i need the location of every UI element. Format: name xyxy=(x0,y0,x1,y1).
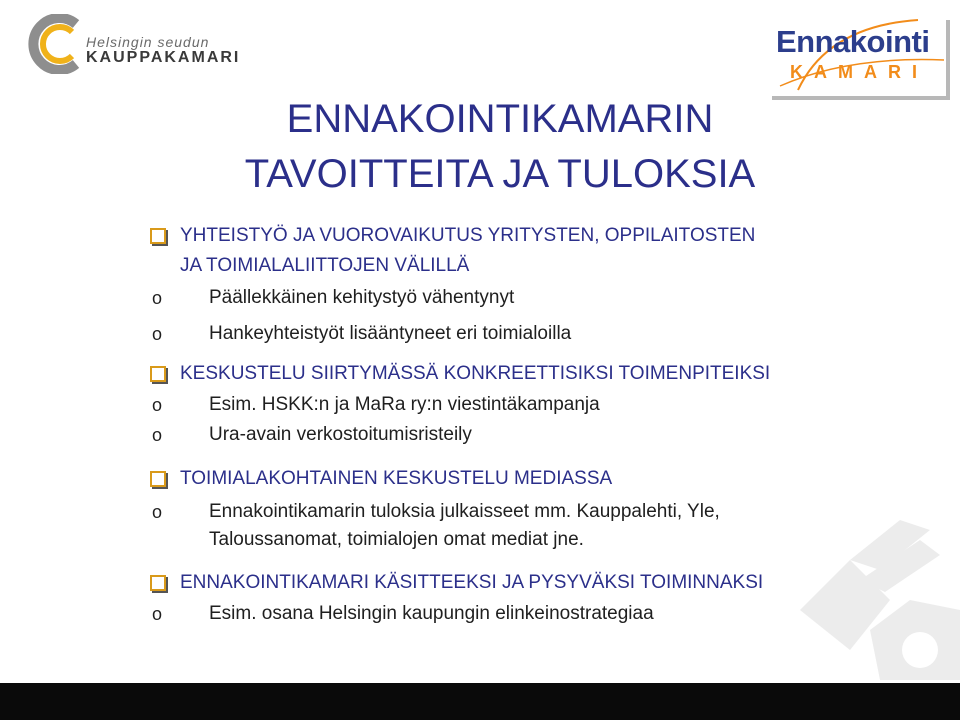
slide-title xyxy=(150,92,850,202)
kauppakamari-logo xyxy=(28,14,258,80)
logo-right-line2: KAMARI xyxy=(790,62,928,82)
bullet-text: YHTEISTYÖ JA VUOROVAIKUTUS YRITYSTEN, OPPILAITOSTEN xyxy=(180,225,756,246)
sub-bullet-marker: o xyxy=(152,324,163,344)
sub-item-text: Hankeyhteistyöt lisääntyneet eri toimialoilla xyxy=(209,323,572,344)
sub-item-text: Ennakointikamarin tuloksia julkaisseet mm. Kauppalehti, Yle, xyxy=(209,501,720,522)
bullet-text: ENNAKOINTIKAMARI KÄSITTEEKSI JA PYSYVÄKSI TOIMINNAKSI xyxy=(180,572,764,593)
logo-left-line2: KAUPPAKAMARI xyxy=(86,49,241,66)
bullet-text: KESKUSTELU SIIRTYMÄSSÄ KONKREETTISIKSI TOIMENPITEIKSI xyxy=(180,363,771,384)
logo-left-line1: Helsingin seudun xyxy=(86,34,210,50)
title-line-1: ENNAKOINTIKAMARIN xyxy=(286,97,714,141)
title-line-2: TAVOITTEITA JA TULOKSIA xyxy=(244,152,756,196)
footer-bar xyxy=(0,683,960,720)
sub-bullet-marker: o xyxy=(152,604,163,624)
sub-bullet-marker: o xyxy=(152,288,163,308)
sub-item-text: Taloussanomat, toimialojen omat mediat jne. xyxy=(209,529,584,550)
sub-bullet-marker: o xyxy=(152,425,163,445)
bullet-text: TOIMIALAKOHTAINEN KESKUSTELU MEDIASSA xyxy=(180,468,613,489)
logo-right-line1: Ennakointi xyxy=(776,24,930,59)
watermark-bird-icon xyxy=(790,520,960,680)
checkbox-bullet-icon xyxy=(150,359,166,392)
checkbox-bullet-icon xyxy=(150,568,166,601)
checkbox-bullet-icon xyxy=(150,464,166,497)
sub-item-text: Päällekkäinen kehitystyö vähentynyt xyxy=(209,287,515,308)
bullet-text: JA TOIMIALALIITTOJEN VÄLILLÄ xyxy=(180,255,470,276)
sub-bullet-marker: o xyxy=(152,502,163,522)
sub-bullet-marker: o xyxy=(152,395,163,415)
kauppakamari-logo-mark xyxy=(28,14,88,74)
sub-item-text: Esim. HSKK:n ja MaRa ry:n viestintäkampanja xyxy=(209,394,600,415)
sub-item-text: Ura-avain verkostoitumisristeily xyxy=(209,424,472,445)
sub-item-text: Esim. osana Helsingin kaupungin elinkeinostrategiaa xyxy=(209,603,654,624)
ennakointikamari-logo xyxy=(768,16,946,96)
checkbox-bullet-icon xyxy=(150,221,166,254)
